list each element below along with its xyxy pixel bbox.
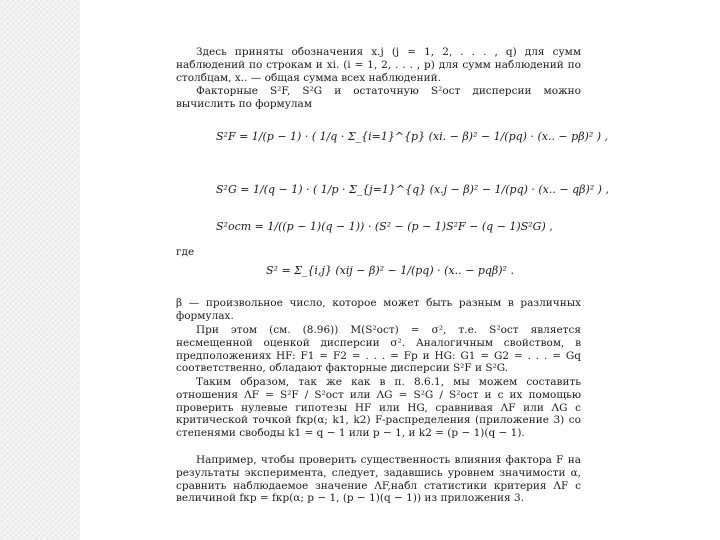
formula-sost: S²ост = 1/((p − 1)(q − 1)) · (S² − (p − 1)S²F − (q − 1)S²G) , [216,220,553,233]
formula-s2: S² = Σ_{i,j} (xij − β)² − 1/(pq) · (x.. − pqβ)² . [266,264,514,277]
paragraph-example: Например, чтобы проверить существенность влияния фактора F на результаты эксперимента, следует, задавшись уровнем значимости α, сравнить наблюдаемое значение ΛF,набл статистики критерия ΛF с величиной fкр = fкр(α; p − 1, (p − 1)(q − 1)) из приложения 3. [176,454,581,505]
paragraph-beta: β — произвольное число, которое может быть разным в различных формулах. [176,297,581,322]
paragraph-where: где [176,246,195,258]
decorative-side-pattern [0,0,80,540]
formula-sf: S²F = 1/(p − 1) · ( 1/q · Σ_{i=1}^{p} (xi. − β)² − 1/(pq) · (x.. − pβ)² ) , [216,130,609,143]
paragraph-notation: Здесь приняты обозначения x.j (j = 1, 2, . . . , q) для сумм наблюдений по строкам и xi. (i = 1, 2, . . . , p) для сумм наблюдений по столбцам, x.. — общая сумма всех наблюдений. [176,46,581,84]
textbook-page [176,40,609,520]
formula-sg: S²G = 1/(q − 1) · ( 1/p · Σ_{j=1}^{q} (x.j − β)² − 1/(pq) · (x.. − qβ)² ) , [216,183,609,196]
paragraph-unbiased: При этом (см. (8.96)) M(S²ост) = σ², т.е. S²ост является несмещенной оценкой дисперсии σ². Аналогичным свойством, в предположениях HF: F1 = F2 = . . . = Fp и HG: G1 = G2 = . . . = Gq соответственно, обладают факторные дисперсии S²F и S²G. [176,324,581,375]
paragraph-ratios: Таким образом, так же как в п. 8.6.1, мы можем составить отношения ΛF = S²F / S²ост или ΛG = S²G / S²ост и с их помощью проверить нулевые гипотезы HF или HG, сравнивая ΛF или ΛG с критической точкой fкр(α; k1, k2) F-распределения (приложение 3) со степенями свободы k1 = q − 1 или p − 1, и k2 = (p − 1)(q − 1). [176,376,581,440]
paragraph-formulas-intro: Факторные S²F, S²G и остаточную S²ост дисперсии можно вычислить по формулам [176,85,581,110]
